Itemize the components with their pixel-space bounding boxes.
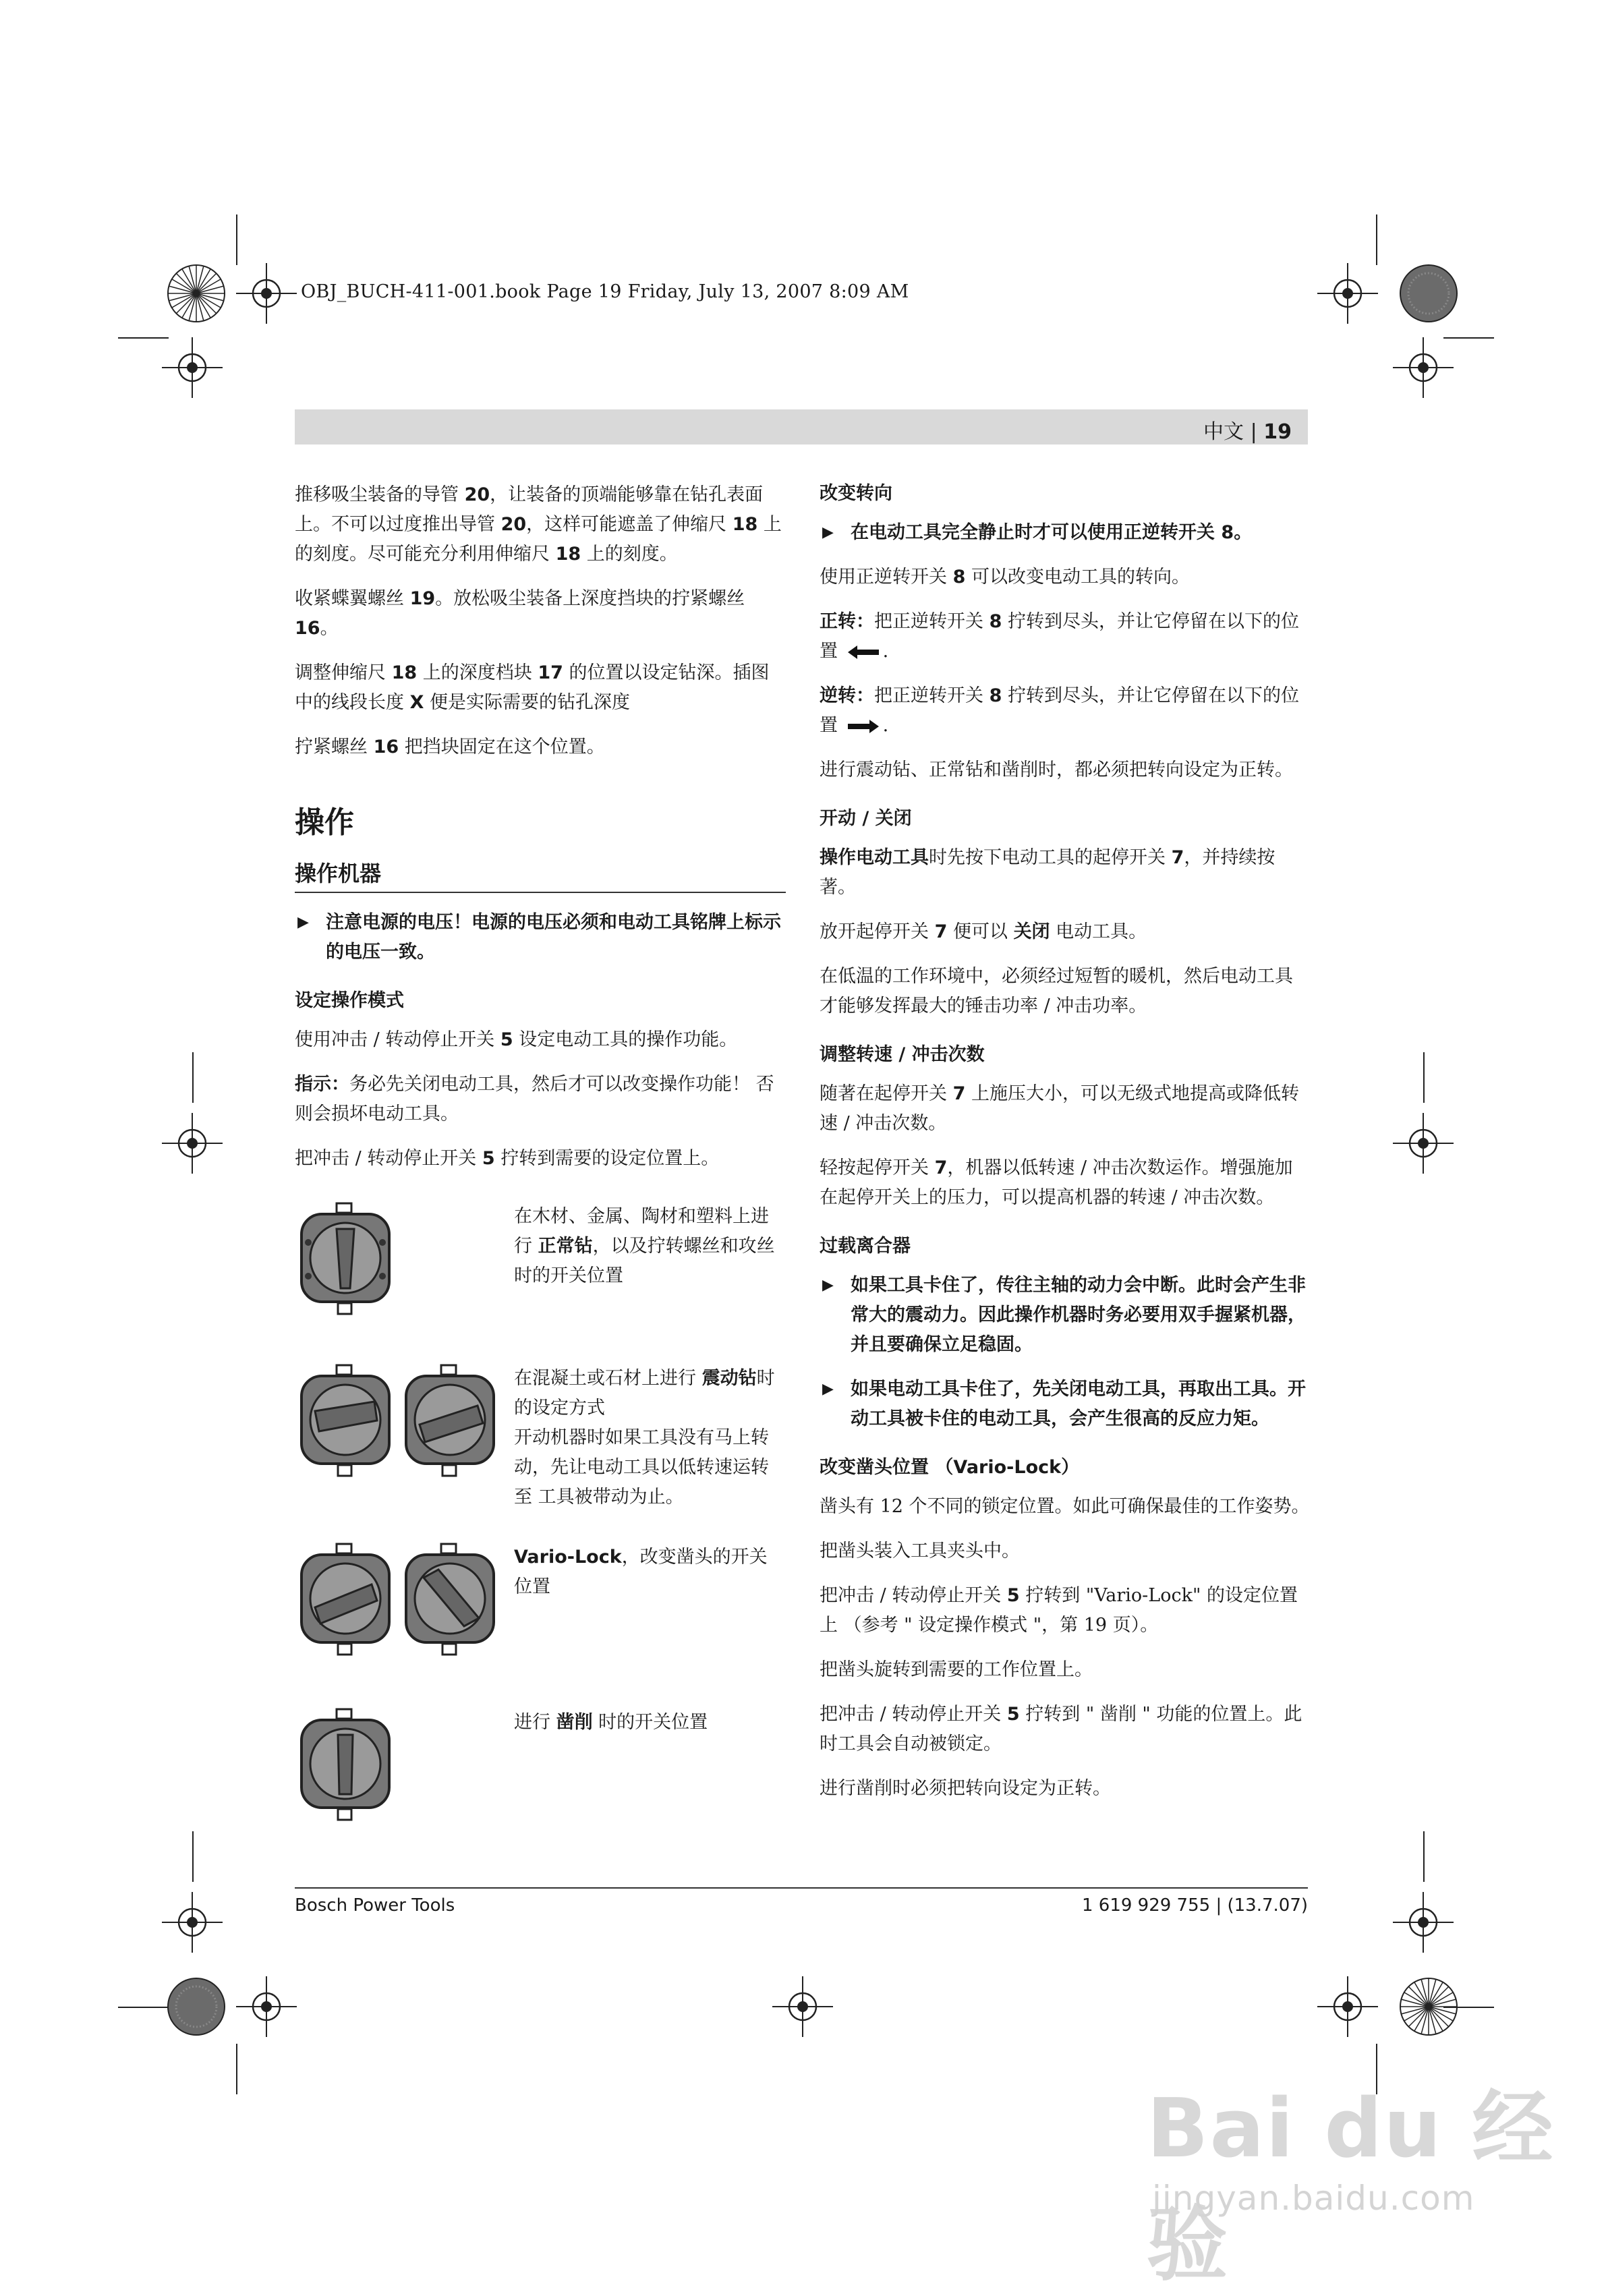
registration-mark bbox=[162, 1113, 223, 1174]
gray-dot-mark-top-right bbox=[1398, 263, 1459, 324]
mode-drilling bbox=[295, 1202, 786, 1337]
triangle-bullet-icon: ▶ bbox=[822, 524, 834, 541]
crop-line bbox=[1423, 1052, 1425, 1103]
language-label: 中文 bbox=[1203, 420, 1244, 444]
registration-mark bbox=[236, 1976, 297, 2037]
mode-vario-lock bbox=[295, 1543, 786, 1677]
crop-line bbox=[236, 2044, 237, 2094]
header-separator: | bbox=[1250, 420, 1257, 444]
paragraph: 轻按起停开关 7，机器以低转速 / 冲击次数运作。增强施加在起停开关上的压力，可以提高机器的转速 / 冲击次数。 bbox=[820, 1157, 1293, 1208]
crop-line bbox=[1443, 337, 1494, 339]
book-slug-line: OBJ_BUCH-411-001.book Page 19 Friday, July 13, 2007 8:09 AM bbox=[301, 281, 909, 302]
triangle-bullet-icon: ▶ bbox=[822, 1277, 834, 1294]
paragraph: 把冲击 / 转动停止开关 5 拧转到 "Vario-Lock" 的设定位置上 （参考 " 设定操作模式 "，第 19 页）。 bbox=[820, 1585, 1298, 1636]
paragraph: 放开起停开关 7 便可以 关闭 电动工具。 bbox=[820, 921, 1147, 942]
paragraph: 把凿头旋转到需要的工作位置上。 bbox=[820, 1659, 1093, 1680]
paragraph: 把凿头装入工具夹头中。 bbox=[820, 1541, 1020, 1561]
crop-line bbox=[118, 2007, 169, 2008]
mode-hammer-drilling bbox=[295, 1364, 786, 1508]
paragraph: 进行凿削时必须把转向设定为正转。 bbox=[820, 1778, 1111, 1799]
heading-direction: 改变转向 bbox=[820, 483, 892, 504]
right-column bbox=[820, 480, 1311, 1818]
heading-speed: 调整转速 / 冲击次数 bbox=[820, 1044, 985, 1065]
forward-rotation-paragraph: 正转：把正逆转开关 8 拧转到尽头，并让它停留在以下的位置 . bbox=[820, 611, 1299, 662]
mode-drilling-label: 在木材、金属、陶材和塑料上进行 正常钻，以及拧转螺丝和攻丝时的开关位置 bbox=[514, 1206, 775, 1286]
paragraph: 进行震动钻、正常钻和凿削时，都必须把转向设定为正转。 bbox=[820, 759, 1293, 780]
mode-hammer-label: 在混凝土或石材上进行 震动钻时的设定方式 开动机器时如果工具没有马上转动，先让电动工具以低转速运转至 工具被带动为止。 bbox=[514, 1368, 775, 1508]
subsection-title: 操作机器 bbox=[295, 861, 382, 886]
selector-switch-hammer-icon bbox=[295, 1364, 504, 1479]
registration-mark bbox=[162, 337, 223, 398]
crop-line bbox=[192, 1831, 194, 1882]
selector-switch-vario-lock-icon bbox=[295, 1543, 504, 1657]
heading-operating-mode: 设定操作模式 bbox=[295, 990, 404, 1011]
section-title: 操作 bbox=[295, 805, 354, 840]
paragraph: 操作电动工具时先按下电动工具的起停开关 7，并持续按著。 bbox=[820, 847, 1275, 898]
paragraph: 凿头有 12 个不同的锁定位置。如此可确保最佳的工作姿势。 bbox=[820, 1496, 1310, 1517]
footer-doc-number: 1 619 929 755 | (13.7.07) bbox=[1081, 1895, 1308, 1916]
mode-chiselling bbox=[295, 1708, 786, 1843]
selector-switch-chisel-icon bbox=[295, 1708, 396, 1823]
heading-vario-lock: 改变凿头位置 （Vario-Lock） bbox=[820, 1457, 1080, 1478]
mode-chisel-label: 进行 凿削 时的开关位置 bbox=[514, 1712, 708, 1733]
paragraph: 拧紧螺丝 16 把挡块固定在这个位置。 bbox=[295, 737, 605, 757]
arrow-right-icon bbox=[848, 720, 879, 733]
selector-switch-drill-icon bbox=[295, 1202, 396, 1317]
paragraph: 把冲击 / 转动停止开关 5 拧转到需要的设定位置上。 bbox=[295, 1148, 720, 1169]
paragraph: 使用冲击 / 转动停止开关 5 设定电动工具的操作功能。 bbox=[295, 1029, 738, 1050]
running-header bbox=[295, 409, 1308, 444]
clutch-bullet: ▶ 如果电动工具卡住了，先关闭电动工具，再取出工具。开动工具被卡住的电动工具，会产生很高的反应力矩。 bbox=[820, 1375, 1311, 1434]
paragraph: 推移吸尘装备的导管 20，让装备的顶端能够靠在钻孔表面上。不可以过度推出导管 20，这样可能遮盖了伸缩尺 18 上的刻度。尽可能充分利用伸缩尺 18 上的刻度。 bbox=[295, 484, 782, 565]
crop-line bbox=[236, 214, 237, 265]
registration-mark bbox=[1317, 263, 1378, 324]
registration-mark bbox=[1317, 1976, 1378, 2037]
left-column bbox=[295, 480, 786, 1863]
paragraph: 随著在起停开关 7 上施压大小，可以无级式地提高或降低转速 / 冲击次数。 bbox=[820, 1083, 1299, 1134]
arrow-left-icon bbox=[848, 645, 879, 659]
crop-line bbox=[1443, 2007, 1494, 2008]
registration-mark bbox=[162, 1892, 223, 1953]
paragraph: 把冲击 / 转动停止开关 5 拧转到 " 凿削 " 功能的位置上。此时工具会自动被锁定。 bbox=[820, 1704, 1302, 1754]
heading-on-off: 开动 / 关闭 bbox=[820, 808, 912, 829]
mode-illustrations bbox=[295, 1188, 786, 1863]
registration-mark bbox=[772, 1976, 833, 2037]
crop-line bbox=[1423, 1831, 1425, 1882]
registration-mark bbox=[1393, 1113, 1454, 1174]
watermark-url: jingyan.baidu.com bbox=[1152, 2179, 1475, 2218]
paragraph: 收紧蝶翼螺丝 19。放松吸尘装备上深度挡块的拧紧螺丝 16。 bbox=[295, 588, 745, 639]
triangle-bullet-icon: ▶ bbox=[822, 1381, 834, 1398]
watermark-brand: Bai du 经验 bbox=[1147, 2082, 1555, 2292]
footer-brand: Bosch Power Tools bbox=[295, 1895, 455, 1916]
sunburst-mark-top-left bbox=[166, 263, 227, 324]
registration-mark bbox=[236, 263, 297, 324]
reverse-rotation-paragraph: 逆转：把正逆转开关 8 拧转到尽头，并让它停留在以下的位置 . bbox=[820, 685, 1299, 736]
crop-line bbox=[1376, 214, 1377, 265]
direction-bullet: ▶ 在电动工具完全静止时才可以使用正逆转开关 8。 bbox=[820, 518, 1311, 548]
clutch-bullet: ▶ 如果工具卡住了，传往主轴的动力会中断。此时会产生非常大的震动力。因此操作机器时务必要用双手握紧机器，并且要确保立足稳固。 bbox=[820, 1271, 1311, 1360]
subsection-rule bbox=[295, 892, 786, 893]
mode-vario-label: Vario-Lock，改变凿头的开关位置 bbox=[514, 1547, 768, 1597]
footer-rule bbox=[295, 1887, 1308, 1889]
paragraph: 使用正逆转开关 8 可以改变电动工具的转向。 bbox=[820, 567, 1190, 587]
crop-line bbox=[192, 1052, 194, 1103]
note-paragraph: 指示：务必先关闭电动工具，然后才可以改变操作功能！ 否则会损坏电动工具。 bbox=[295, 1074, 774, 1124]
gray-dot-mark-bottom-left bbox=[166, 1976, 227, 2037]
triangle-bullet-icon: ▶ bbox=[297, 914, 309, 931]
paragraph: 在低温的工作环境中，必须经过短暂的暖机，然后电动工具 才能够发挥最大的锤击功率 / 冲击功率。 bbox=[820, 966, 1293, 1016]
page-number: 19 bbox=[1263, 420, 1292, 444]
warning-bullet: ▶ 注意电源的电压！电源的电压必须和电动工具铭牌上标示的电压一致。 bbox=[295, 908, 786, 967]
crop-line bbox=[118, 337, 169, 339]
page-number-label bbox=[1203, 415, 1292, 444]
registration-mark bbox=[1393, 1892, 1454, 1953]
registration-mark bbox=[1393, 337, 1454, 398]
heading-clutch: 过载离合器 bbox=[820, 1236, 911, 1257]
paragraph: 调整伸缩尺 18 上的深度档块 17 的位置以设定钻深。插图中的线段长度 X 便是实际需要的钻孔深度 bbox=[295, 662, 770, 713]
